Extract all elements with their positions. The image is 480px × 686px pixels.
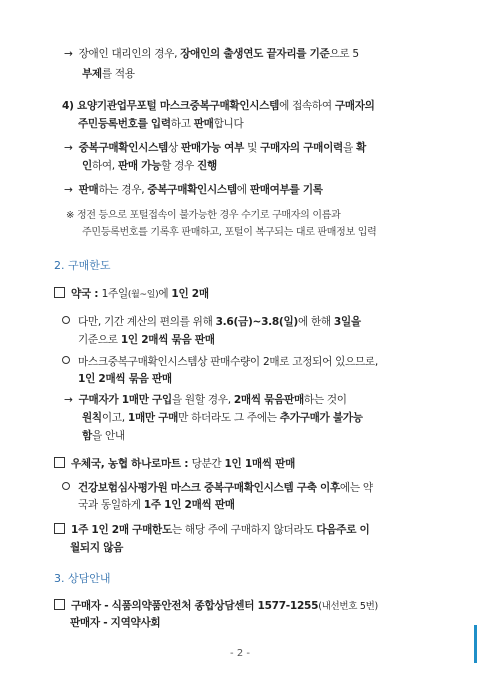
circle-item-period-cont	[78, 332, 215, 348]
arrow-item-cont	[82, 66, 135, 82]
text: 에 접속하여	[279, 100, 335, 112]
text: 판매가능 여부	[181, 142, 244, 154]
text: 을	[342, 142, 356, 154]
text: 1주 1인 2매 구매한도	[71, 524, 172, 536]
text: 이고,	[101, 412, 128, 424]
text: 하는 것이	[303, 394, 347, 406]
contact-buyer	[54, 598, 378, 615]
text: 에	[158, 288, 172, 300]
checkbox-icon	[54, 599, 65, 610]
circle-bullet-icon	[62, 482, 70, 490]
checkbox-icon	[54, 287, 65, 298]
section-title-consult: 3. 상담안내	[54, 572, 111, 585]
text: 합니다	[213, 118, 244, 130]
note-cont: 주민등록번호를 기록후 판매하고, 포털이 복구되는 대로 판매정보 입력	[82, 227, 377, 238]
text: 에 한해	[297, 316, 334, 328]
text: 하여,	[91, 160, 118, 172]
text: 부제	[82, 68, 102, 80]
text: 에는 약	[339, 482, 373, 494]
note: ※ 정전 등으로 포털접속이 불가능한 경우 수기로 구매자의 이름과	[66, 210, 341, 221]
text: 마스크중복구매확인시스템상 판매수량이 2매로 고정되어 있으므로,	[78, 356, 378, 368]
arrow-item-one-mask	[64, 392, 347, 408]
text: 장애인 대리인의 경우,	[78, 48, 181, 60]
text: 만 하더라도 그 주에는	[178, 412, 280, 424]
circle-item-fixed	[62, 354, 378, 370]
text: 인	[82, 160, 92, 172]
text: 당분간	[191, 458, 225, 470]
text: 약국 :	[71, 288, 102, 300]
text: 함	[82, 430, 92, 442]
text: 구매자가 1매만 구입	[78, 394, 172, 406]
text: 3.6(금)~3.8(일)	[215, 316, 298, 328]
checkbox-icon	[54, 457, 65, 468]
weekly-limit-note	[54, 522, 369, 538]
arrow-item-disabled-proxy	[64, 46, 359, 62]
text: 을 원할 경우,	[171, 394, 234, 406]
checkbox-icon	[54, 523, 65, 534]
text: 1인 2매씩 묶음 판매	[120, 334, 215, 346]
arrow-icon: →	[64, 48, 73, 60]
text: 4) 요양기관업무포털 마스크중복구매확인시스템	[62, 100, 280, 112]
page-number: - 2 -	[230, 648, 250, 659]
text: 다만, 기간 계산의 편의를 위해	[78, 316, 216, 328]
text: 진행	[197, 160, 217, 172]
text: 우체국, 농협 하나로마트 :	[71, 458, 192, 470]
postoffice-limit	[54, 456, 295, 472]
text: 중복구매확인시스템	[78, 142, 168, 154]
text: 1인 1매씩 판매	[224, 458, 296, 470]
text: 건강보험심사평가원 마스크 중복구매확인시스템 구축 이후	[78, 482, 340, 494]
text: (월~일)	[127, 290, 159, 300]
circle-bullet-icon	[62, 356, 70, 364]
text: 1주 1인 2매씩 판매	[143, 499, 235, 511]
circle-item-system	[62, 480, 373, 496]
arrow-item-one-mask-cont2	[82, 428, 125, 444]
text: 상	[167, 142, 181, 154]
text: 구매자의 구매이력	[260, 142, 343, 154]
text: 3일을	[333, 316, 361, 328]
arrow-item-check	[64, 140, 366, 156]
text: 및	[244, 142, 261, 154]
text: 추가구매가 불가능	[279, 412, 363, 424]
text: 1인 2매	[171, 288, 209, 300]
text: 을 안내	[91, 430, 125, 442]
text: 판매 가능	[117, 160, 162, 172]
text: 중복구매확인시스템	[147, 184, 237, 196]
text: 기준으로	[78, 334, 121, 346]
circle-item-system-cont	[78, 497, 235, 513]
weekly-limit-note-cont: 월되지 않음	[70, 542, 124, 554]
accent-bar	[474, 625, 477, 663]
arrow-icon: →	[64, 184, 73, 196]
arrow-icon: →	[64, 142, 73, 154]
arrow-icon: →	[64, 394, 73, 406]
text: 확	[355, 142, 366, 154]
text: 에	[236, 184, 250, 196]
pharmacy-limit	[54, 286, 209, 303]
arrow-item-one-mask-cont	[82, 410, 363, 426]
step-4	[62, 98, 375, 114]
text: 장애인의 출생연도 끝자리를 기준	[180, 48, 330, 60]
text: 1매만 구매	[127, 412, 179, 424]
text: 를 적용	[101, 68, 135, 80]
text: 판매	[193, 118, 214, 130]
circle-item-fixed-cont: 1인 2매씩 묶음 판매	[78, 373, 172, 385]
text: 구매자 - 식품의약품안전처 종합상담센터 1577-1255	[71, 600, 319, 612]
text: 하는 경우,	[98, 184, 148, 196]
text: 1주일	[101, 288, 128, 300]
text: 국과 동일하게	[78, 499, 144, 511]
section-title-purchase-limit: 2. 구매한도	[54, 259, 111, 272]
circle-item-period	[62, 314, 361, 330]
arrow-item-check-cont	[82, 158, 217, 174]
text: (내선번호 5번)	[318, 601, 378, 612]
text: 주민등록번호를 입력	[78, 118, 171, 130]
step-4-cont	[78, 116, 243, 132]
text: 다음주로 이	[316, 524, 370, 536]
text: 판매	[78, 184, 99, 196]
text: 하고	[170, 118, 194, 130]
text: 할 경우	[161, 160, 198, 172]
text: 으로 5	[329, 48, 359, 60]
text: 판매여부를 기록	[249, 184, 323, 196]
text: 구매자의	[334, 100, 375, 112]
circle-bullet-icon	[62, 316, 70, 324]
text: 는 해당 주에 구매하지 않더라도	[171, 524, 317, 536]
text: 2매씩 묶음판매	[233, 394, 304, 406]
contact-seller: 판매자 - 지역약사회	[70, 617, 161, 629]
text: 원칙	[82, 412, 102, 424]
arrow-item-record	[64, 182, 323, 198]
